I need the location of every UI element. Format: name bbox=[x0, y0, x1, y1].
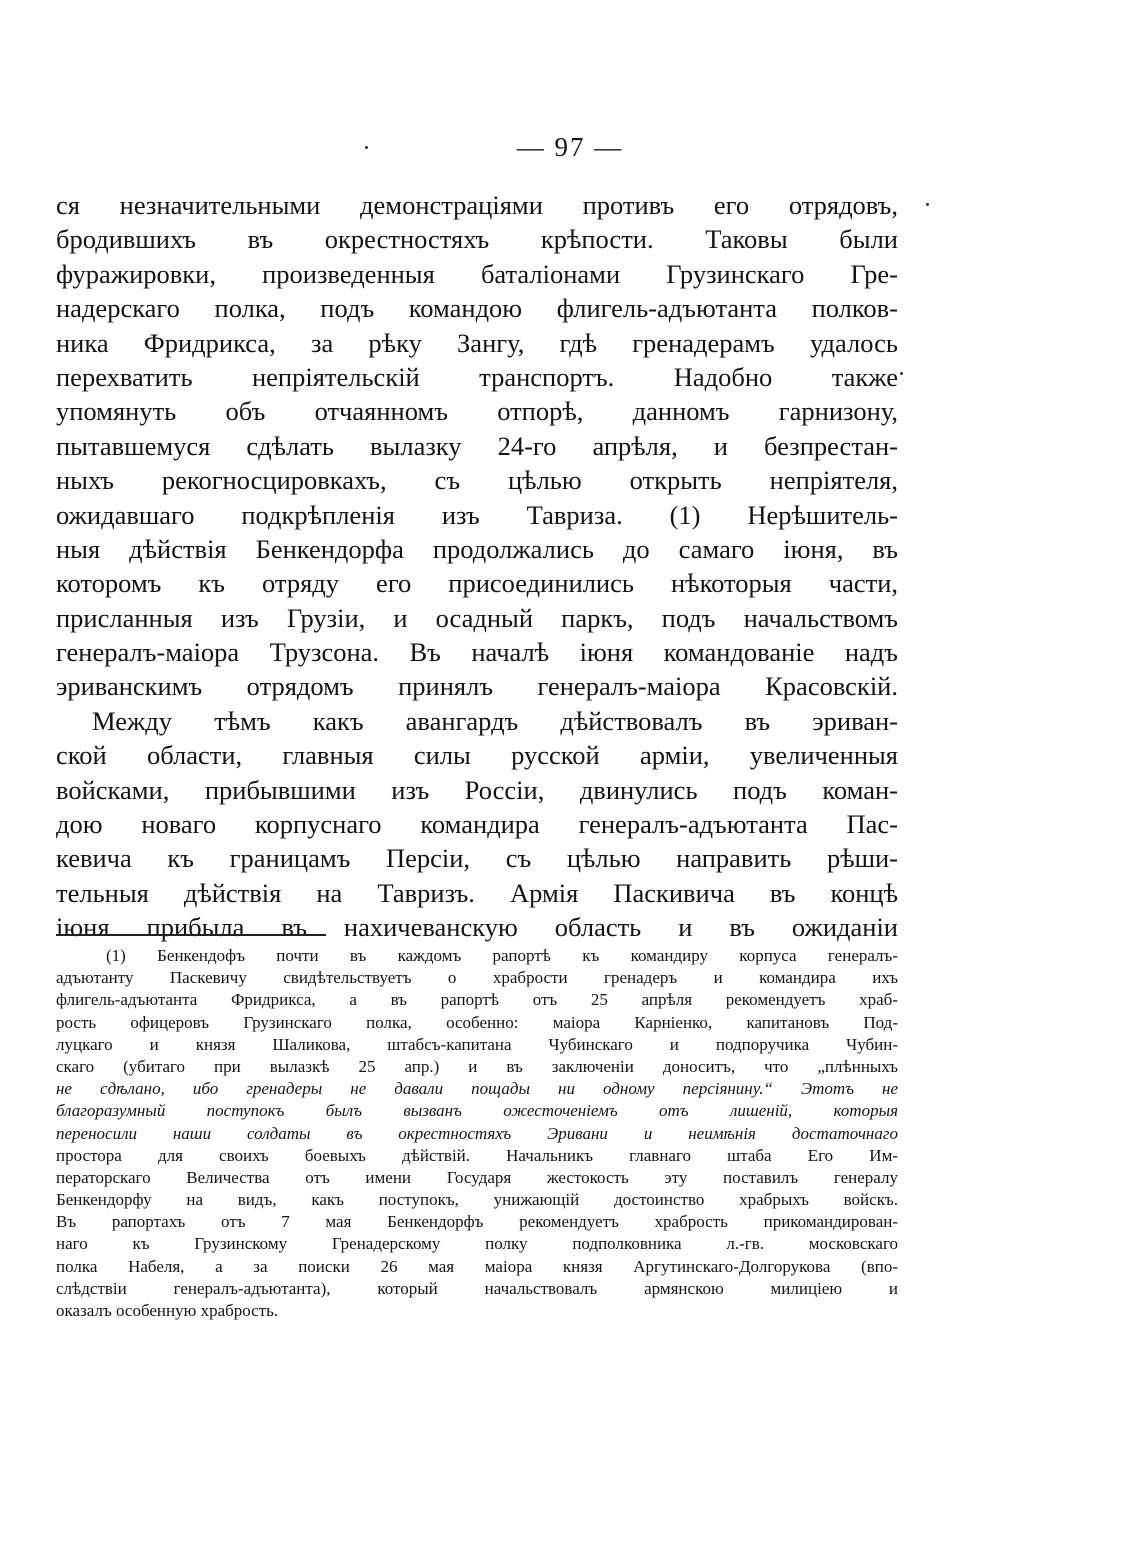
main-text bbox=[56, 188, 898, 945]
text-line: которомъ къ отряду его присоединились нѣкоторыя части, bbox=[56, 568, 898, 599]
footnote-line: (1) Бенкендофъ почти въ каждомъ рапортѣ къ командиру корпуса генералъ- bbox=[106, 946, 898, 965]
footnote-line: простора для своихъ боевыхъ дѣйствій. Начальникъ главнаго штаба Его Им- bbox=[56, 1145, 898, 1165]
footnote-line: Въ рапортахъ отъ 7 мая Бенкендорфъ рекомендуетъ храбрость прикомандирован- bbox=[56, 1212, 898, 1232]
text-line: перехватить непріятельскій транспортъ. Надобно также bbox=[56, 361, 898, 392]
text-line: ника Фридрикса, за рѣку Зангу, гдѣ гренадерамъ удалось bbox=[56, 327, 898, 358]
footnote-line: наго къ Грузинскому Гренадерскому полку подполковника л.-гв. московскаго bbox=[56, 1234, 898, 1254]
footnote-line: Бенкендорфу на видъ, какъ поступокъ, унижающій достоинство храбрыхъ войскъ. bbox=[56, 1190, 898, 1210]
text-line: ныя дѣйствія Бенкендорфа продолжались до самаго іюня, въ bbox=[56, 533, 898, 564]
footnote-rule bbox=[56, 934, 326, 936]
text-line: пытавшемуся сдѣлать вылазку 24-го апрѣля, и безпрестан- bbox=[56, 430, 898, 461]
footnote bbox=[56, 945, 898, 1322]
footnote-line: благоразумный поступокъ былъ вызванъ ожесточеніемъ отъ лишеній, которыя bbox=[56, 1101, 898, 1121]
footnote-line: адъютанту Паскевичу свидѣтельствуетъ о храбрости гренадеръ и командира ихъ bbox=[56, 968, 898, 988]
text-line: кевича къ границамъ Персіи, съ цѣлью направить рѣши- bbox=[56, 843, 898, 874]
text-line: эриванскимъ отрядомъ принялъ генералъ-маіора Красовскій. bbox=[56, 671, 898, 702]
text-line: тельныя дѣйствія на Тавризъ. Армія Паскивича въ концѣ bbox=[56, 877, 898, 908]
text-line: присланныя изъ Грузіи, и осадный паркъ, подъ начальствомъ bbox=[56, 602, 898, 633]
text-line: упомянуть объ отчаянномъ отпорѣ, данномъ гарнизону, bbox=[56, 396, 898, 427]
text-line: ской области, главныя силы русской арміи, увеличенныя bbox=[56, 740, 898, 771]
text-line: войсками, прибывшими изъ Россіи, двинулись подъ коман- bbox=[56, 774, 898, 805]
footnote-line: полка Набеля, а за поиски 26 мая маіора князя Аргутинскаго-Долгорукова (впо- bbox=[56, 1256, 898, 1276]
footnote-line: ператорскаго Величества отъ имени Государя жестокость эту поставилъ генералу bbox=[56, 1167, 898, 1187]
footnote-line: не сдѣлано, ибо гренадеры не давали пощады ни одному персіянину.“ Этотъ не bbox=[56, 1079, 898, 1099]
text-line: надерскаго полка, подъ командою флигель-адъютанта полков- bbox=[56, 293, 898, 324]
print-speck bbox=[365, 146, 368, 149]
text-line: Между тѣмъ какъ авангардъ дѣйствовалъ въ эриван- bbox=[92, 705, 898, 736]
footnote-line: слѣдствіи генералъ-адъютанта), который начальствовалъ армянскою милиціею и bbox=[56, 1278, 898, 1298]
text-line: бродившихъ въ окрестностяхъ крѣпости. Таковы были bbox=[56, 224, 898, 255]
footnote-line: луцкаго и князя Шаликова, штабсъ-капитана Чубинскаго и подпоручика Чубин- bbox=[56, 1034, 898, 1054]
text-line: ныхъ рекогносцировкахъ, съ цѣлью открыть непріятеля, bbox=[56, 465, 898, 496]
text-line: іюня прибыла въ нахичеванскую область и въ ожиданіи bbox=[56, 912, 898, 943]
page-number: — 97 — bbox=[516, 132, 624, 162]
footnote-line: флигель-адъютанта Фридрикса, а въ рапортѣ отъ 25 апрѣля рекомендуетъ храб- bbox=[56, 990, 898, 1010]
print-speck bbox=[900, 372, 903, 375]
footnote-line: скаго (убитаго при вылазкѣ 25 апр.) и въ заключеніи доноситъ, что „плѣнныхъ bbox=[56, 1056, 898, 1076]
footnote-line: рость офицеровъ Грузинскаго полка, особенно: маіора Карніенко, капитановъ Под- bbox=[56, 1012, 898, 1032]
text-line: дою новаго корпуснаго командира генералъ-адъютанта Пас- bbox=[56, 809, 898, 840]
text-line: генералъ-маіора Трузсона. Въ началѣ іюня командованіе надъ bbox=[56, 637, 898, 668]
footnote-line: оказалъ особенную храбрость. bbox=[56, 1301, 279, 1320]
print-speck bbox=[926, 203, 929, 206]
footnote-line: переносили наши солдаты въ окрестностяхъ Эривани и неимѣнія достаточнаго bbox=[56, 1123, 898, 1143]
text-line: ся незначительными демонстраціями противъ его отрядовъ, bbox=[56, 190, 898, 220]
text-line: ожидавшаго подкрѣпленія изъ Тавриза. (1) Нерѣшитель- bbox=[56, 499, 898, 530]
text-line: фуражировки, произведенныя баталіонами Грузинскаго Гре- bbox=[56, 258, 898, 289]
